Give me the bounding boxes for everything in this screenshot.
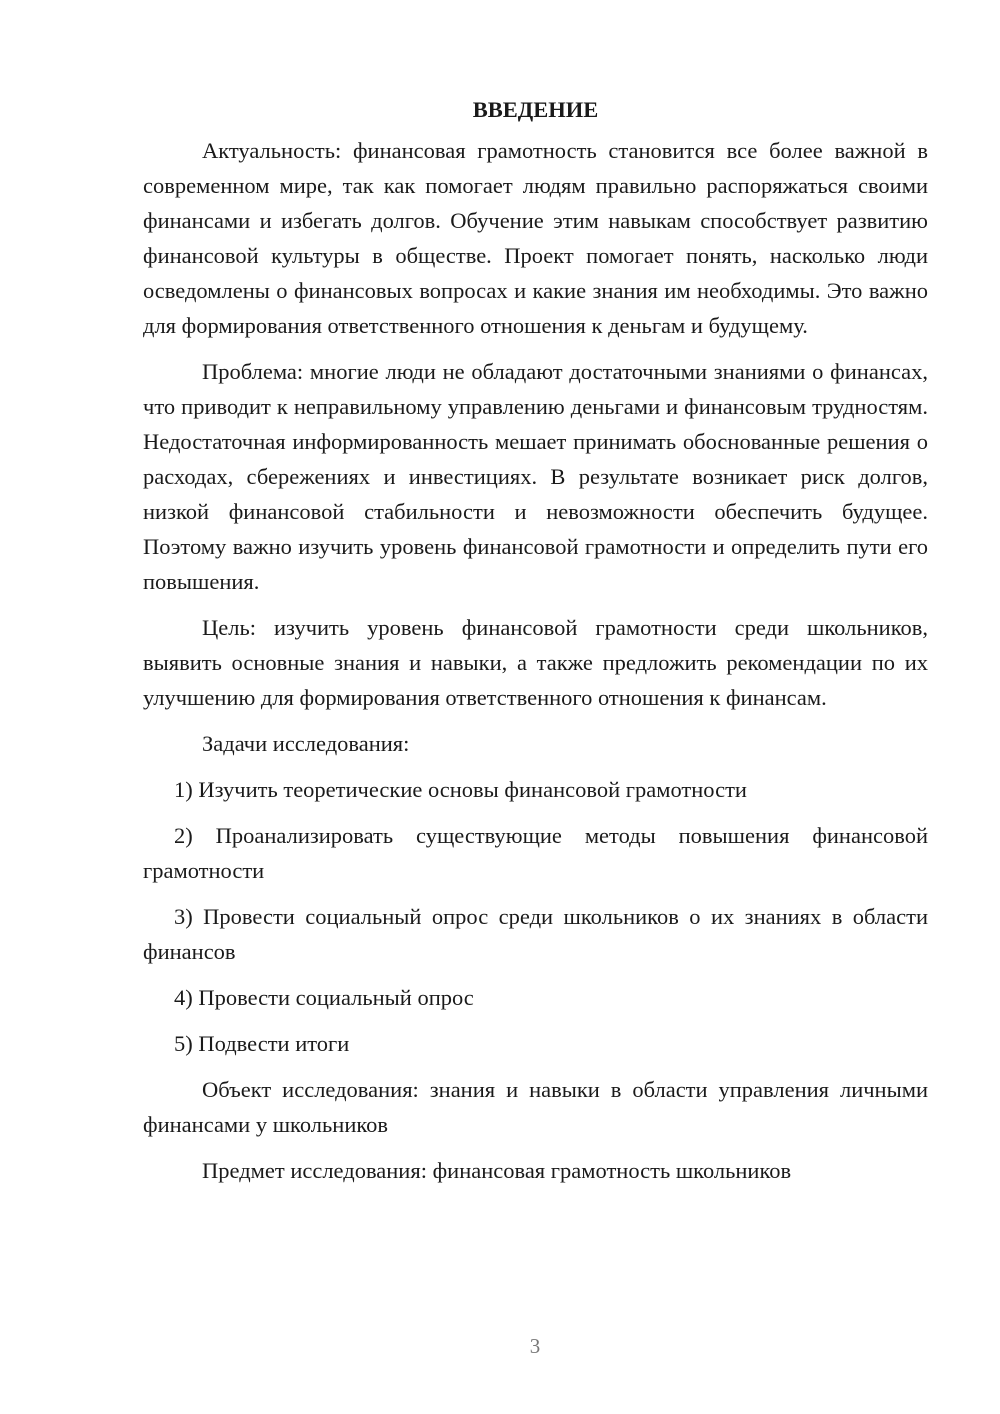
- tasks-heading: Задачи исследования:: [202, 731, 410, 756]
- document-page: [143, 92, 928, 1199]
- task-item: 5) Подвести итоги: [174, 1031, 350, 1056]
- task-item: 1) Изучить теоретические основы финансовой грамотности: [174, 777, 747, 802]
- problem-paragraph: Проблема: многие люди не обладают достаточными знаниями о финансах, что приводит к неправильному управлению деньгами и финансовым трудностям. Недостаточная информированность мешает принимать обоснованные решения о расходах, сбережениях и инвестициях. В результате возникает риск долгов, низкой финансовой стабильности и невозможности обеспечить будущее. Поэтому важно изучить уровень финансовой грамотности и определить пути его повышения.: [143, 359, 928, 594]
- goal-paragraph: Цель: изучить уровень финансовой грамотности среди школьников, выявить основные знания и навыки, а также предложить рекомендации по их улучшению для формирования ответственного отношения к финансам.: [143, 615, 928, 710]
- task-item: 3) Провести социальный опрос среди школьников о их знаниях в области финансов: [143, 904, 928, 964]
- task-item: 4) Провести социальный опрос: [174, 985, 474, 1010]
- page-number: 3: [529, 1334, 541, 1358]
- research-subject-paragraph: Предмет исследования: финансовая грамотность школьников: [202, 1158, 792, 1183]
- research-object-paragraph: Объект исследования: знания и навыки в области управления личными финансами у школьников: [143, 1077, 928, 1137]
- section-title: ВВЕДЕНИЕ: [472, 97, 599, 122]
- relevance-paragraph: Актуальность: финансовая грамотность становится все более важной в современном мире, так как помогает людям правильно распоряжаться своими финансами и избегать долгов. Обучение этим навыкам способствует развитию финансовой культуры в обществе. Проект помогает понять, насколько люди осведомлены о финансовых вопросах и какие знания им необходимы. Это важно для формирования ответственного отношения к деньгам и будущему.: [143, 138, 928, 338]
- task-item: 2) Проанализировать существующие методы повышения финансовой грамотности: [143, 823, 928, 883]
